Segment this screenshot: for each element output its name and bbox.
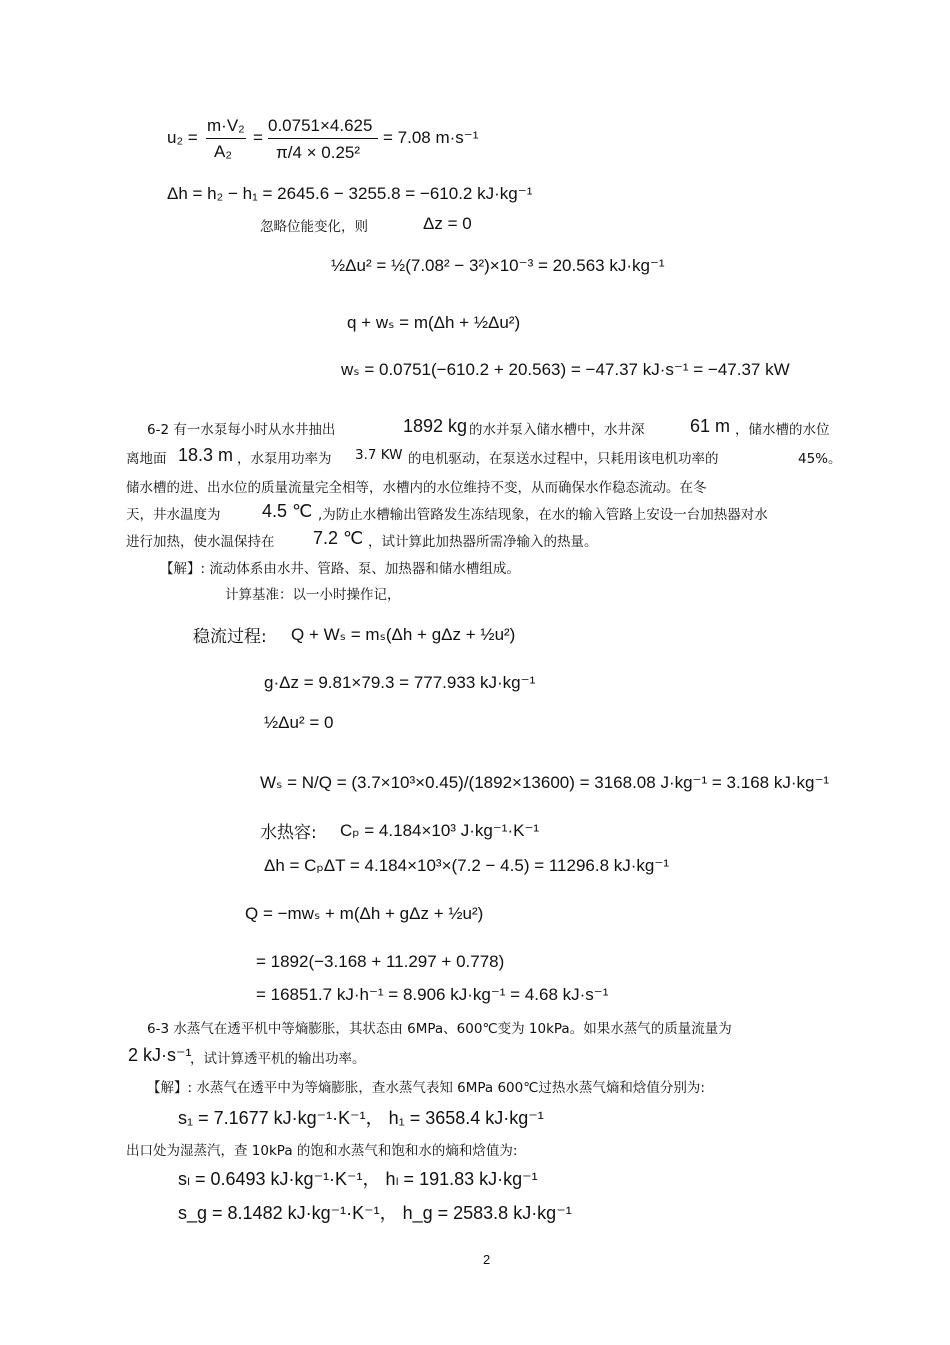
vapor-properties: s_g = 8.1482 kJ·kg⁻¹·K⁻¹， h_g = 2583.8 kJ·kg⁻¹ <box>178 1203 572 1223</box>
value-temp-well: 4.5 ℃ <box>262 501 313 521</box>
fraction-bar <box>268 138 378 139</box>
u2-fraction-num1: m·V₂ <box>207 116 245 135</box>
problem-line: 进行加热，使水温保持在 <box>126 534 275 550</box>
problem-line: 6-2 有一水泵每小时从水井抽出 <box>147 422 336 438</box>
u2-result: = 7.08 m·s⁻¹ <box>383 128 479 147</box>
heat-equation-result: = 16851.7 kJ·h⁻¹ = 8.906 kJ·kg⁻¹ = 4.68 kJ·s⁻¹ <box>256 985 609 1004</box>
value-depth: 61 m <box>690 416 731 436</box>
kinetic-energy-equation: ½Δu² = ½(7.08² − 3²)×10⁻³ = 20.563 kJ·kg⁻¹ <box>331 256 665 275</box>
steady-flow-label: 稳流过程: <box>193 627 267 647</box>
problem-line: 储水槽的进、出水位的质量流量完全相等，水槽内的水位维持不变，从而确保水作稳态流动。在冬 <box>126 480 707 496</box>
u2-equals: = <box>253 128 263 147</box>
shaft-work-equation: Wₛ = N/Q = (3.7×10³×0.45)/(1892×13600) = 3168.08 J·kg⁻¹ = 3.168 kJ·kg⁻¹ <box>260 773 830 792</box>
fraction-bar <box>206 138 246 139</box>
energy-balance-equation: q + wₛ = m(Δh + ½Δu²) <box>347 313 521 332</box>
value-percent: 45%。 <box>798 451 842 467</box>
g-delta-z-equation: g·Δz = 9.81×79.3 = 777.933 kJ·kg⁻¹ <box>264 673 536 692</box>
value-temp-target: 7.2 ℃ <box>313 528 364 548</box>
half-u2-equation: ½Δu² = 0 <box>264 713 334 732</box>
problem-line: 6-3 水蒸气在透平机中等熵膨胀，其状态由 6MPa、600℃变为 10kPa。如果水蒸气的质量流量为 <box>147 1021 732 1037</box>
inlet-properties: s₁ = 7.1677 kJ·kg⁻¹·K⁻¹， h₁ = 3658.4 kJ·kg⁻¹ <box>178 1108 544 1128</box>
neglect-text: 忽略位能变化，则 <box>260 219 368 235</box>
problem-line: ，试计算此加热器所需净输入的热量。 <box>368 534 598 550</box>
basis-line: 计算基准：以一小时操作记， <box>225 587 401 603</box>
u2-fraction-num2: 0.0751×4.625 <box>268 116 373 135</box>
u2-lhs: u₂ = <box>167 128 198 147</box>
solution-line: 【解】: 水蒸气在透平中为等熵膨胀，查水蒸气表知 6MPa 600℃过热水蒸气熵和焓值分别为: <box>147 1080 705 1096</box>
problem-line: 的电机驱动，在泵送水过程中，只耗用该电机功率的 <box>408 451 719 467</box>
problem-line: ，试计算透平机的输出功率。 <box>190 1051 366 1067</box>
delta-h-equation: Δh = h₂ − h₁ = 2645.6 − 3255.8 = −610.2 kJ·kg⁻¹ <box>167 184 533 203</box>
problem-line: 的水并泵入储水槽中，水井深 <box>469 422 645 438</box>
value-mass: 1892 kg <box>403 416 468 436</box>
shaft-work-equation: wₛ = 0.0751(−610.2 + 20.563) = −47.37 kJ·s⁻¹ = −47.37 kW <box>341 360 790 379</box>
liquid-properties: sₗ = 0.6493 kJ·kg⁻¹·K⁻¹， hₗ = 191.83 kJ·kg⁻¹ <box>178 1169 538 1189</box>
heat-equation: Q = −mwₛ + m(Δh + gΔz + ½u²) <box>245 904 484 923</box>
problem-line: 天，井水温度为 <box>126 507 221 523</box>
problem-line: ，水泵用功率为 <box>237 451 332 467</box>
problem-line: ,为防止水槽输出管路发生冻结现象，在水的输入管路上安设一台加热器对水 <box>318 507 768 523</box>
enthalpy-change-equation: Δh = CₚΔT = 4.184×10³×(7.2 − 4.5) = 11296.8 kJ·kg⁻¹ <box>264 856 670 875</box>
u2-fraction-den1: A₂ <box>214 142 232 161</box>
value-height: 18.3 m <box>178 445 234 465</box>
heat-equation-substituted: = 1892(−3.168 + 11.297 + 0.778) <box>256 952 505 971</box>
solution-line: 【解】: 流动体系由水井、管路、泵、加热器和储水槽组成。 <box>160 561 520 577</box>
steady-flow-equation: Q + Wₛ = mₛ(Δh + gΔz + ½u²) <box>291 625 516 644</box>
problem-line: 离地面 <box>126 451 167 467</box>
delta-z-equation: Δz = 0 <box>423 214 472 233</box>
u2-fraction-den2: π/4 × 0.25² <box>276 143 361 162</box>
outlet-line: 出口处为湿蒸汽，查 10kPa 的饱和水蒸气和饱和水的熵和焓值为: <box>126 1143 518 1159</box>
value-power: 3.7 KW <box>355 447 403 463</box>
heat-capacity-label: 水热容: <box>260 823 317 843</box>
value-flow: 2 kJ·s⁻¹ <box>128 1045 192 1065</box>
page-number: 2 <box>483 1252 491 1267</box>
problem-line: ，储水槽的水位 <box>735 422 830 438</box>
heat-capacity-equation: Cₚ = 4.184×10³ J·kg⁻¹·K⁻¹ <box>340 821 540 840</box>
